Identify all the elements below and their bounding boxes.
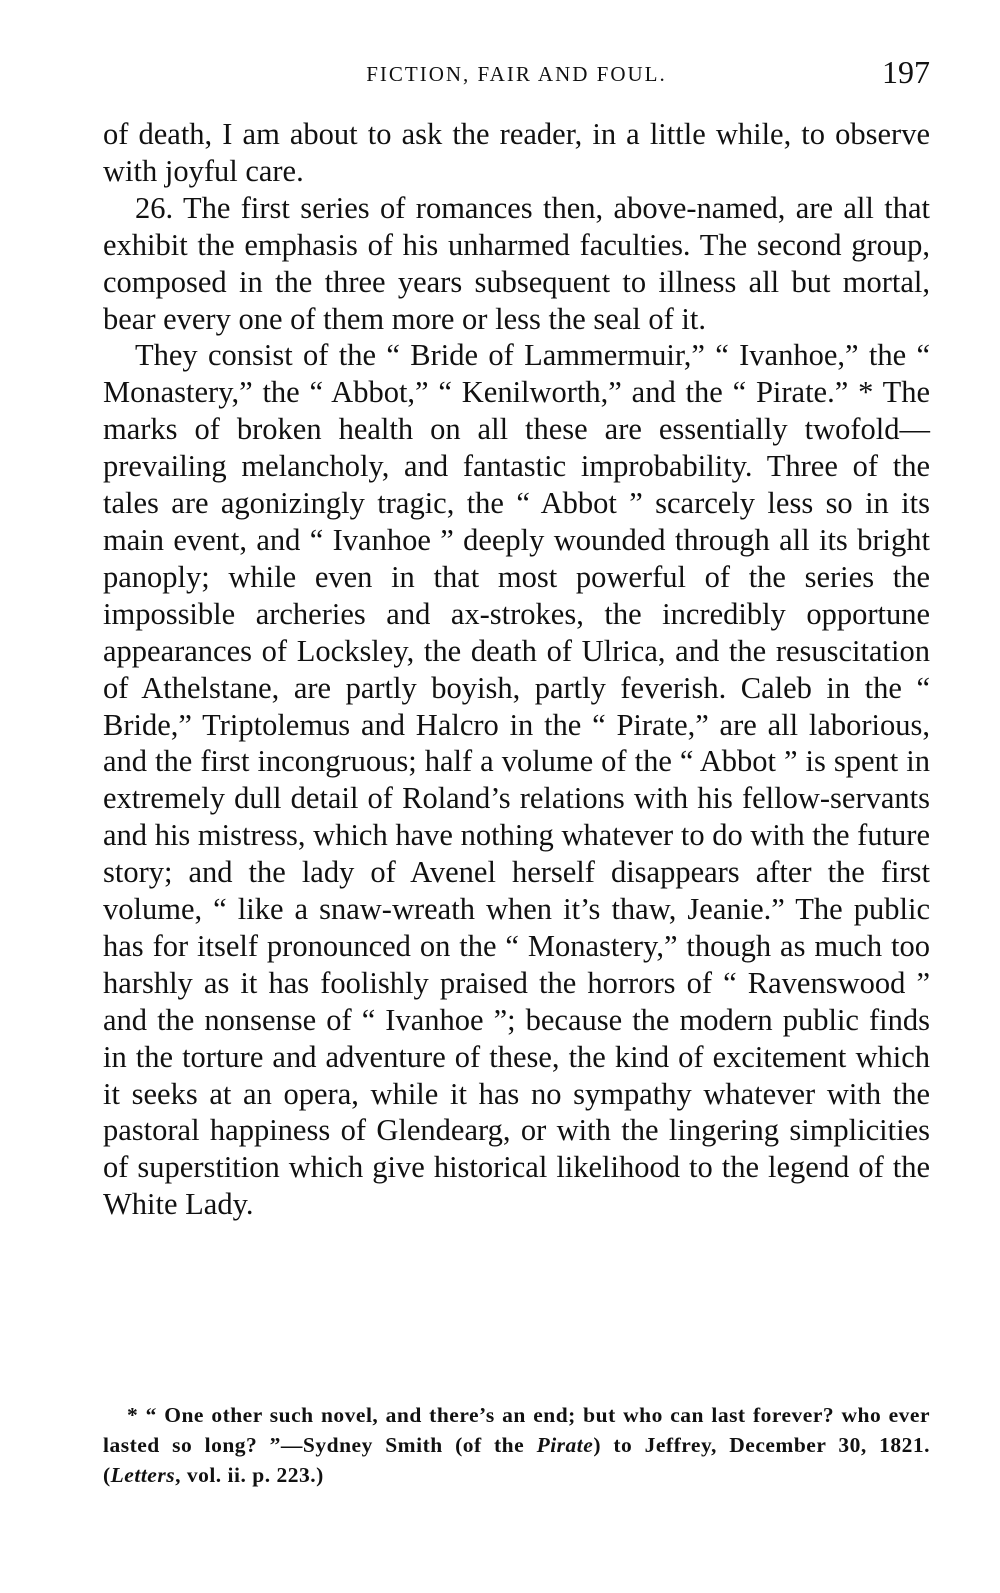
paragraph-continuation: of death, I am about to ask the reader, in a little while, to observe with joyful care. xyxy=(103,117,930,188)
footnote-title-pirate: Pirate xyxy=(536,1433,594,1457)
footnote-text-start: * “ One other such novel, and there’s an end; but who can last forever? who ever lasted so long? ”—Sydney Smith (of the xyxy=(103,1403,930,1457)
page-number: 197 xyxy=(882,54,930,90)
paragraph-26: 26. The first series of romances then, above-named, are all that exhibit the emphasis of his unharmed faculties. The second group, composed in the three years subsequent to illness all but mortal, bear every one of them more or less the seal of it. xyxy=(103,190,930,336)
running-head: FICTION, FAIR AND FOUL. xyxy=(366,62,667,86)
footnote-text-end: , vol. ii. p. 223.) xyxy=(175,1463,324,1487)
footnote-source-letters: Letters xyxy=(110,1463,176,1487)
body-text xyxy=(103,116,930,1223)
paragraph-later-novels: They consist of the “ Bride of Lammermuir,” “ Ivanhoe,” the “ Monastery,” the “ Abbot,” “ Kenilworth,” and the “ Pirate.” * The marks of broken health on all these are essentially twofold—prevailing melancholy, and fantastic improbability. Three of the tales are agonizingly tragic, the “ Abbot ” scarcely less so in its main event, and “ Ivanhoe ” deeply wounded through all its bright panoply; while even in that most powerful of the series the impossible archeries and ax-strokes, the incredibly opportune appearances of Locksley, the death of Ulrica, and the resuscitation of Athelstane, are partly boyish, partly feverish. Caleb in the “ Bride,” Triptolemus and Halcro in the “ Pirate,” are all laborious, and the first incongruous; half a volume of the “ Abbot ” is spent in extremely dull detail of Roland’s relations with his fellow-servants and his mistress, which have nothing whatever to do with the future story; and the lady of Avenel herself disappears after the first volume, “ like a snaw-wreath when it’s thaw, Jeanie.” The public has for itself pronounced on the “ Monastery,” though as much too harshly as it has foolishly praised the horrors of “ Ravenswood ” and the nonsense of “ Ivanhoe ”; because the modern public finds in the torture and adventure of these, the kind of excitement which it seeks at an opera, while it has no sympathy whatever with the pastoral happiness of Glendearg, or with the lingering simplicities of superstition which give historical likelihood to the legend of the White Lady. xyxy=(103,338,930,1222)
page-header xyxy=(103,52,930,92)
footnote-text-middle: ) to Jeffrey, December 30, 1821. ( xyxy=(103,1433,930,1487)
footnote xyxy=(103,1400,930,1490)
